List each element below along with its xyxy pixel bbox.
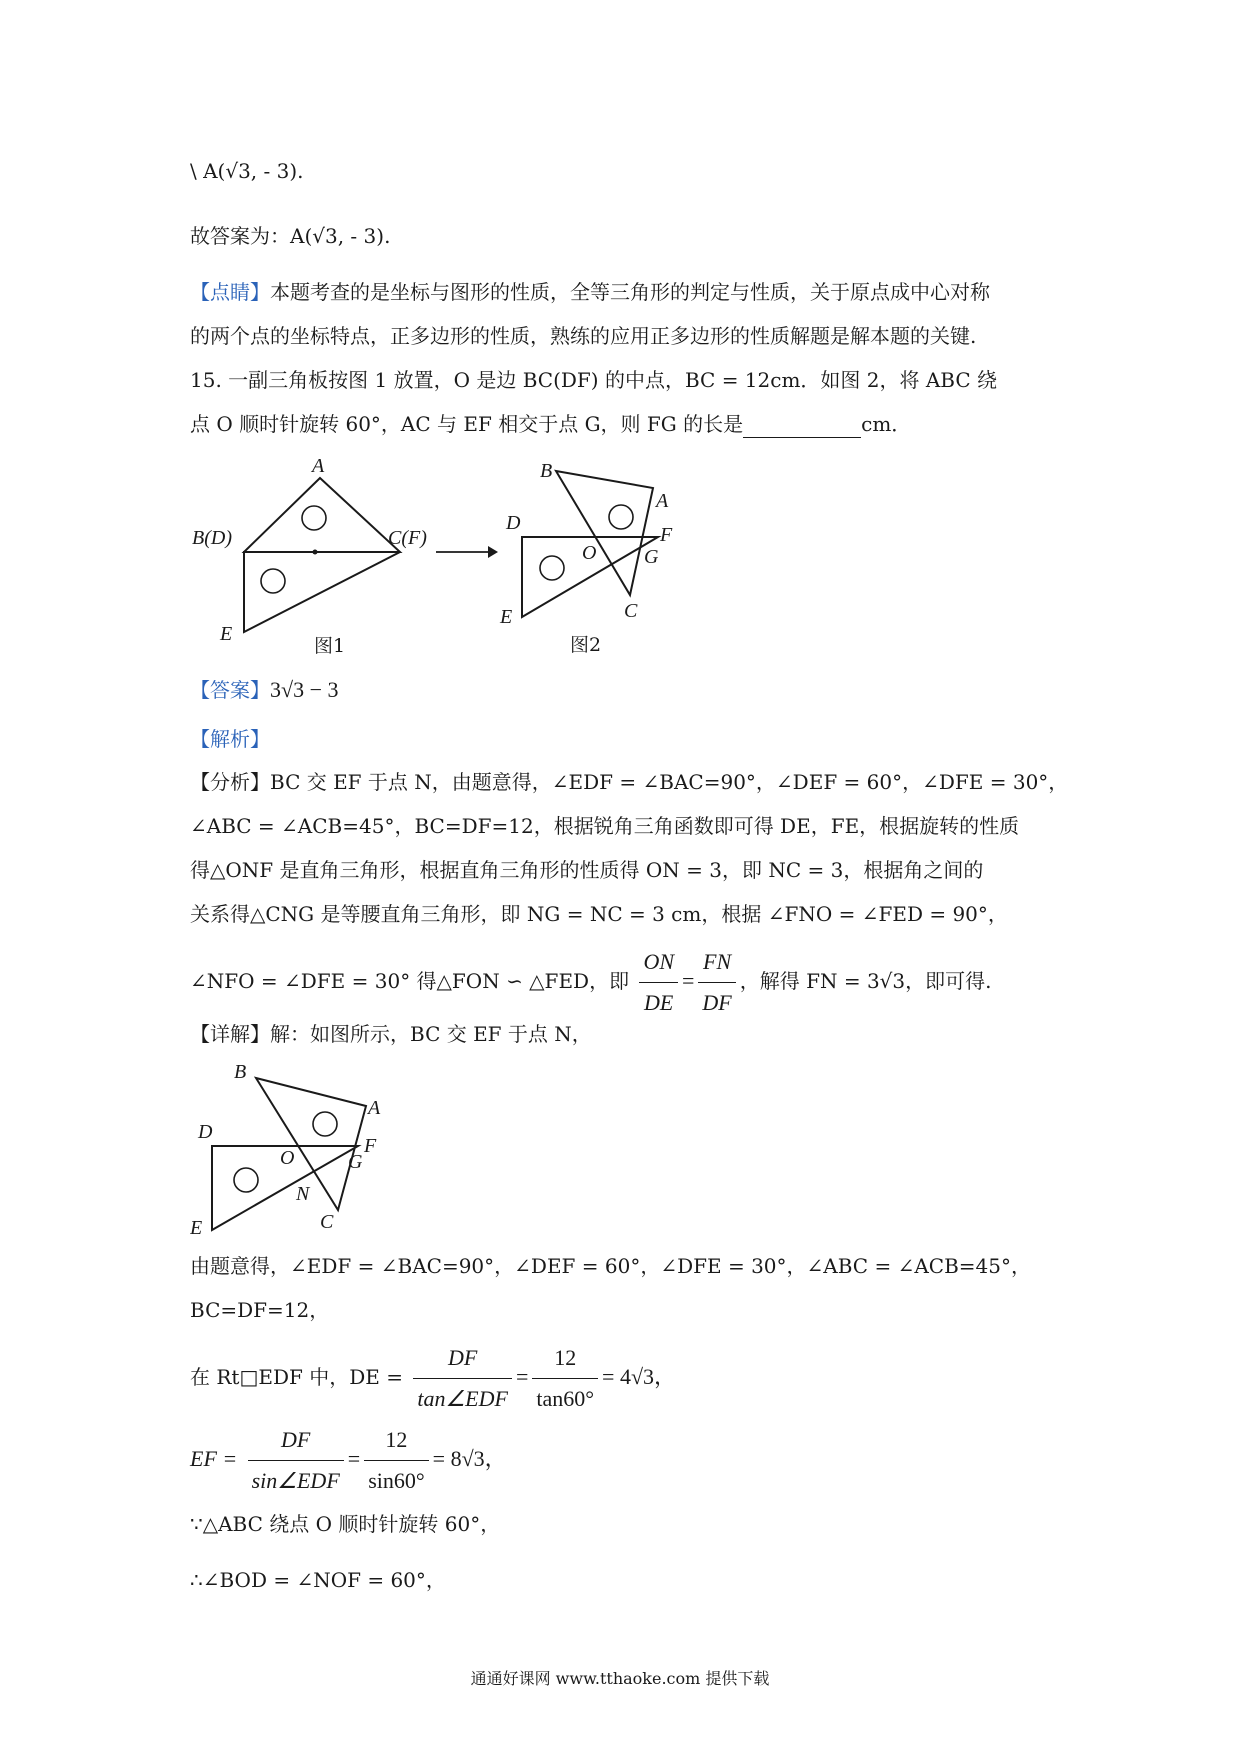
fraction-12-sin60: $\frac{12}{\sin 60^\circ}$: [364, 1422, 428, 1499]
fig2-label-f: F: [660, 524, 673, 546]
fig2-label-e: E: [500, 606, 513, 628]
fig3-label-n: N: [296, 1183, 310, 1205]
fig2-label-a: A: [656, 490, 669, 512]
question-15-line-1: 15. 一副三角板按图 1 放置，O 是边 BC(DF) 的中点，BC = 12cm．如图 2，将 ABC 绕: [190, 368, 998, 392]
fraction-fn-df: $\frac{FN}{DF}$: [698, 944, 735, 1021]
fig3-label-c: C: [320, 1211, 334, 1233]
fig1-label-e: E: [220, 623, 233, 645]
de-equation: 在 Rt□EDF 中，DE = $\frac{DF}{\text{tan∠EDF}}$ = $\frac{12}{\tan 60^\circ}$ = 4√3，: [190, 1340, 676, 1417]
fraction-on-de: $\frac{ON}{DE}$: [639, 944, 678, 1021]
fig3-label-o: O: [280, 1147, 295, 1169]
fraction-df-sin: $\frac{DF}{\text{sin∠EDF}}$: [248, 1422, 344, 1499]
fig2-label-c: C: [624, 600, 638, 622]
fig1-caption: 图1: [314, 635, 346, 657]
question-15-line-2: 点 O 顺时针旋转 60°，AC 与 EF 相交于点 G，则 FG 的长是 cm．: [190, 412, 912, 436]
jiexi-line: 【解析】: [190, 727, 270, 751]
youti-line-1: 由题意得，∠EDF = ∠BAC=90°，∠DEF = 60°，∠DFE = 30°，∠ABC = ∠ACB=45°，: [190, 1254, 1031, 1278]
figure-2: [490, 455, 710, 665]
fig3-label-b: B: [234, 1061, 247, 1083]
fig3-label-e: E: [190, 1217, 203, 1238]
fraction-df-tan: $\frac{DF}{\text{tan∠EDF}}$: [413, 1340, 512, 1417]
fenxi-line-1: 【分析】BC 交 EF 于点 N，由题意得，∠EDF = ∠BAC=90°，∠DEF = 60°，∠DFE = 30°，: [190, 770, 1069, 794]
xiangjie-line: 【详解】解：如图所示，BC 交 EF 于点 N，: [190, 1022, 592, 1046]
dianjing-line-1: 【点睛】本题考查的是坐标与图形的性质，全等三角形的判定与性质，关于原点成中心对称: [190, 280, 990, 304]
fig3-label-g: G: [348, 1151, 363, 1173]
fraction-12-tan60: $\frac{12}{\tan 60^\circ}$: [532, 1340, 598, 1417]
therefore-line: ∴∠BOD = ∠NOF = 60°，: [190, 1568, 446, 1592]
answer-line: 【答案】3√3 − 3: [190, 677, 339, 702]
fig2-label-o: O: [582, 542, 597, 564]
text-line-1: \ A(√3, - 3).: [190, 159, 304, 183]
fig2-caption: 图2: [570, 634, 602, 656]
text-line-2: 故答案为：A(√3, - 3).: [190, 224, 391, 248]
dianjing-line-2: 的两个点的坐标特点，正多边形的性质，熟练的应用正多边形的性质解题是解本题的关键.: [190, 324, 977, 348]
fig3-label-f: F: [364, 1135, 377, 1157]
fig2-label-d: D: [506, 512, 521, 534]
fenxi-line-5: ∠NFO = ∠DFE = 30° 得△FON ∽ △FED，即 $\frac{ON}{DE}$ = $\frac{FN}{DF}$ ，解得 FN = 3√3，即可得.: [190, 944, 992, 1021]
fenxi-line-3: 得△ONF 是直角三角形，根据直角三角形的性质得 ON = 3，即 NC = 3，根据角之间的: [190, 858, 984, 882]
fenxi-line-2: ∠ABC = ∠ACB=45°，BC=DF=12，根据锐角三角函数即可得 DE，FE，根据旋转的性质: [190, 814, 1020, 838]
answer-blank: [743, 417, 861, 438]
fig2-label-g: G: [644, 546, 659, 568]
youti-line-2: BC=DF=12，: [190, 1298, 330, 1322]
figure-3: [190, 1058, 410, 1238]
figure-1: [190, 450, 460, 660]
fenxi-line-4: 关系得△CNG 是等腰直角三角形，即 NG = NC = 3 cm，根据 ∠FNO = ∠FED = 90°，: [190, 902, 1008, 926]
fig1-label-cf: C(F): [388, 527, 427, 549]
because-line: ∵△ABC 绕点 O 顺时针旋转 60°，: [190, 1512, 501, 1536]
fig1-label-a: A: [312, 455, 325, 477]
footer: 通通好课网 www.tthaoke.com 提供下载: [470, 1669, 770, 1688]
ef-equation: EF = $\frac{DF}{\text{sin∠EDF}}$ = $\frac{12}{\sin 60^\circ}$ = 8√3，: [190, 1422, 507, 1499]
fig1-label-bd: B(D): [192, 527, 232, 549]
fig3-label-d: D: [198, 1121, 213, 1143]
fig2-label-b: B: [540, 460, 553, 482]
fig3-label-a: A: [368, 1097, 381, 1119]
